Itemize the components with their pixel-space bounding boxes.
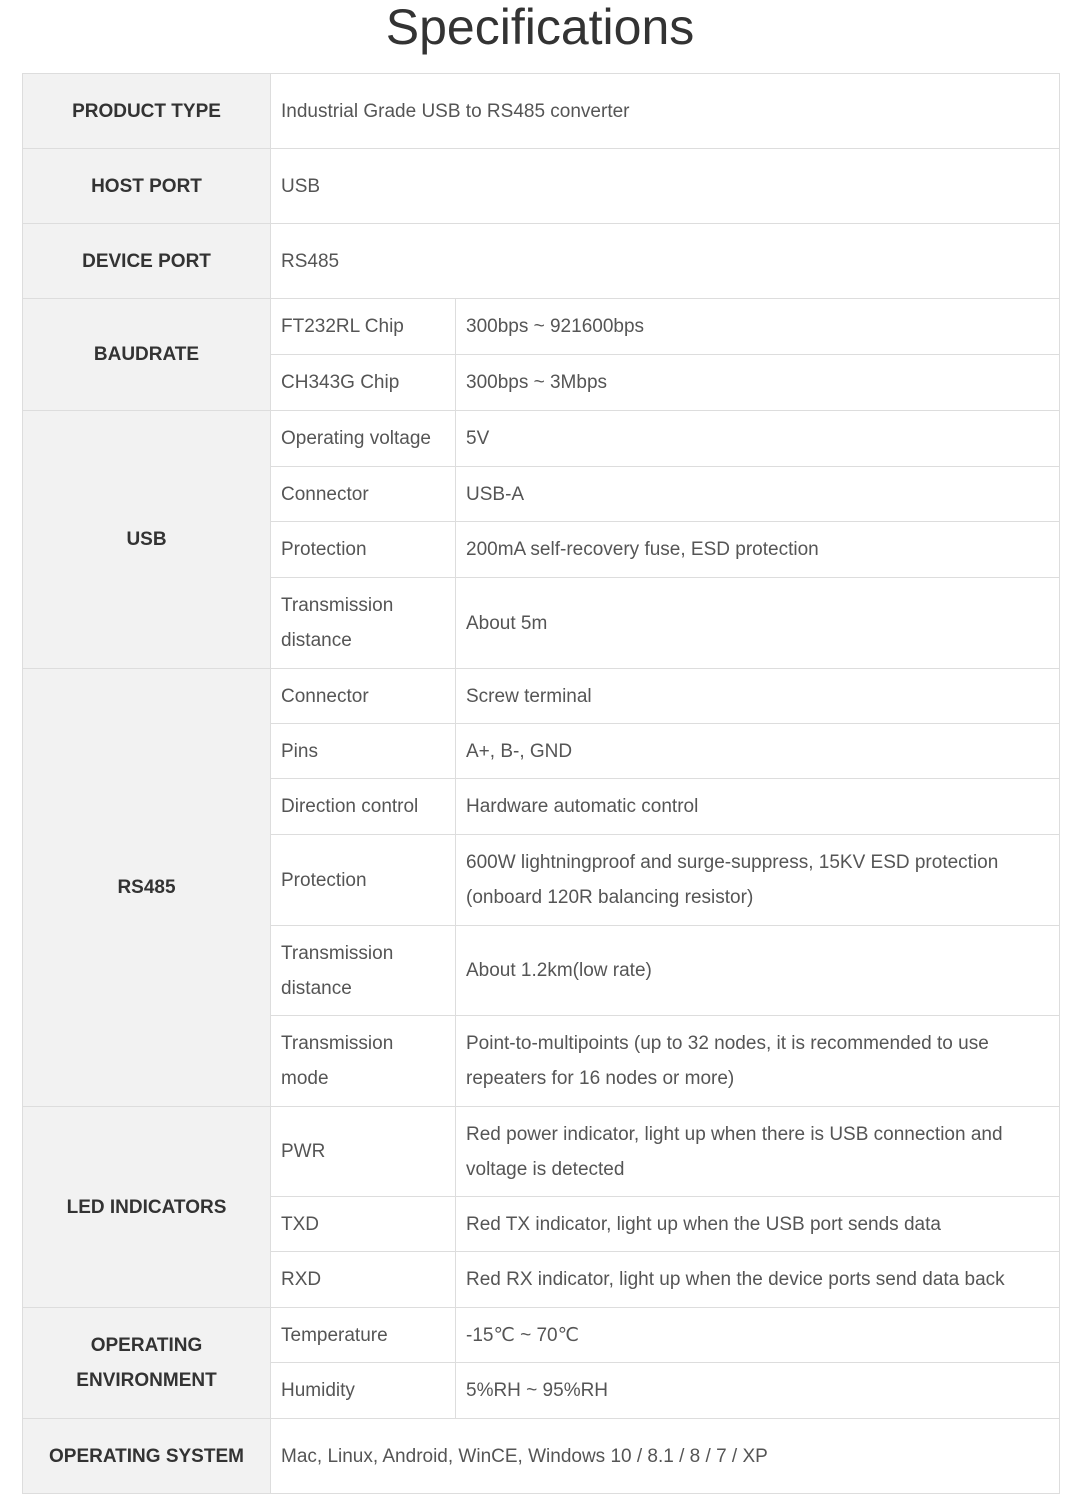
spec-key: Transmission distance [271, 926, 456, 1016]
spec-value: About 5m [456, 578, 1060, 669]
row-header-host-port: HOST PORT [23, 149, 271, 224]
table-row [23, 74, 1060, 149]
table-row [23, 669, 1060, 724]
row-header-baudrate: BAUDRATE [23, 299, 271, 411]
row-header-operating-system: OPERATING SYSTEM [23, 1419, 271, 1494]
spec-value: Red TX indicator, light up when the USB port sends data [456, 1197, 1060, 1252]
spec-key: PWR [271, 1107, 456, 1197]
spec-value: 600W lightningproof and surge-suppress, 15KV ESD protection (onboard 120R balancing resistor) [456, 835, 1060, 926]
spec-value: About 1.2km(low rate) [456, 926, 1060, 1016]
spec-value: Red power indicator, light up when there is USB connection and voltage is detected [456, 1107, 1060, 1197]
spec-key: CH343G Chip [271, 355, 456, 411]
spec-value: -15℃ ~ 70℃ [456, 1308, 1060, 1363]
table-row [23, 224, 1060, 299]
spec-key: Transmission distance [271, 578, 456, 669]
page-title: Specifications [385, 0, 695, 55]
spec-value: Point-to-multipoints (up to 32 nodes, it is recommended to use repeaters for 16 nodes or more) [456, 1016, 1060, 1107]
operating-system-value: Mac, Linux, Android, WinCE, Windows 10 / 8.1 / 8 / 7 / XP [271, 1419, 1060, 1494]
spec-table [22, 73, 1060, 1494]
spec-value: USB-A [456, 467, 1060, 522]
row-header-operating-environment: OPERATING ENVIRONMENT [23, 1308, 271, 1419]
table-row [23, 149, 1060, 224]
spec-key: FT232RL Chip [271, 299, 456, 355]
spec-value: 5V [456, 411, 1060, 467]
spec-value: 300bps ~ 3Mbps [456, 355, 1060, 411]
spec-value: 5%RH ~ 95%RH [456, 1363, 1060, 1419]
table-row [23, 411, 1060, 467]
device-port-value: RS485 [271, 224, 1060, 299]
spec-key: Direction control [271, 779, 456, 835]
host-port-value: USB [271, 149, 1060, 224]
spec-value: Red RX indicator, light up when the device ports send data back [456, 1252, 1060, 1308]
row-header-product-type: PRODUCT TYPE [23, 74, 271, 149]
spec-key: Connector [271, 467, 456, 522]
row-header-device-port: DEVICE PORT [23, 224, 271, 299]
spec-value: Hardware automatic control [456, 779, 1060, 835]
row-header-rs485: RS485 [23, 669, 271, 1107]
spec-key: TXD [271, 1197, 456, 1252]
spec-key: Protection [271, 522, 456, 578]
spec-key: Transmission mode [271, 1016, 456, 1107]
spec-key: Humidity [271, 1363, 456, 1419]
table-row [23, 299, 1060, 355]
row-header-usb: USB [23, 411, 271, 669]
spec-key: Temperature [271, 1308, 456, 1363]
product-type-value: Industrial Grade USB to RS485 converter [271, 74, 1060, 149]
spec-key: Pins [271, 724, 456, 779]
spec-key: RXD [271, 1252, 456, 1308]
table-row [23, 1308, 1060, 1363]
table-row [23, 1107, 1060, 1197]
table-row [23, 1419, 1060, 1494]
spec-value: 200mA self-recovery fuse, ESD protection [456, 522, 1060, 578]
spec-key: Protection [271, 835, 456, 926]
row-header-led-indicators: LED INDICATORS [23, 1107, 271, 1308]
spec-value: Screw terminal [456, 669, 1060, 724]
spec-value: A+, B-, GND [456, 724, 1060, 779]
spec-value: 300bps ~ 921600bps [456, 299, 1060, 355]
spec-key: Connector [271, 669, 456, 724]
spec-key: Operating voltage [271, 411, 456, 467]
